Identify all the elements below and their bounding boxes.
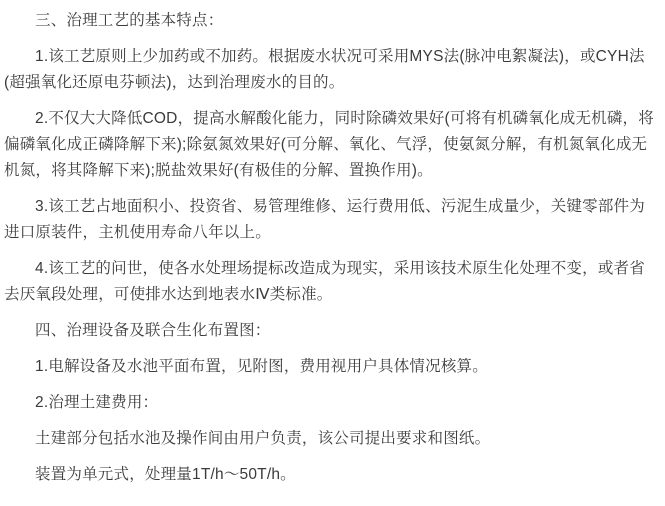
paragraph: 1.该工艺原则上少加药或不加药。根据废水状况可采用MYS法(脉冲电絮凝法)，或CYH法(超强氧化还原电芬顿法)，达到治理废水的目的。 — [4, 48, 645, 91]
paragraph: 2.不仅大大降低COD，提高水解酸化能力，同时除磷效果好(可将有机磷氧化成无机磷，将偏磷氧化成正磷降解下来);除氨氮效果好(可分解、氧化、气浮，使氨氮分解，有机氮氧化成无机氮，将其降解下来);脱盐效果好(有极佳的分解、置换作用)。 — [4, 110, 654, 179]
paragraph: 2.治理土建费用： — [35, 394, 159, 411]
document-body — [4, 8, 659, 488]
section-heading: 三、治理工艺的基本特点： — [35, 12, 224, 29]
paragraph: 土建部分包括水池及操作间由用户负责，该公司提出要求和图纸。 — [35, 430, 491, 447]
paragraph: 3.该工艺占地面积小、投资省、易管理维修、运行费用低、污泥生成量少，关键零部件为进口原装件，主机使用寿命八年以上。 — [4, 198, 645, 241]
section-heading: 四、治理设备及联合生化布置图： — [35, 322, 271, 339]
paragraph: 4.该工艺的问世，使各水处理场提标改造成为现实，采用该技术原生化处理不变，或者省去厌氧段处理，可使排水达到地表水Ⅳ类标准。 — [4, 260, 645, 303]
paragraph: 装置为单元式，处理量1T/h～50T/h。 — [35, 466, 296, 483]
paragraph: 1.电解设备及水池平面布置，见附图，费用视用户具体情况核算。 — [35, 358, 488, 375]
